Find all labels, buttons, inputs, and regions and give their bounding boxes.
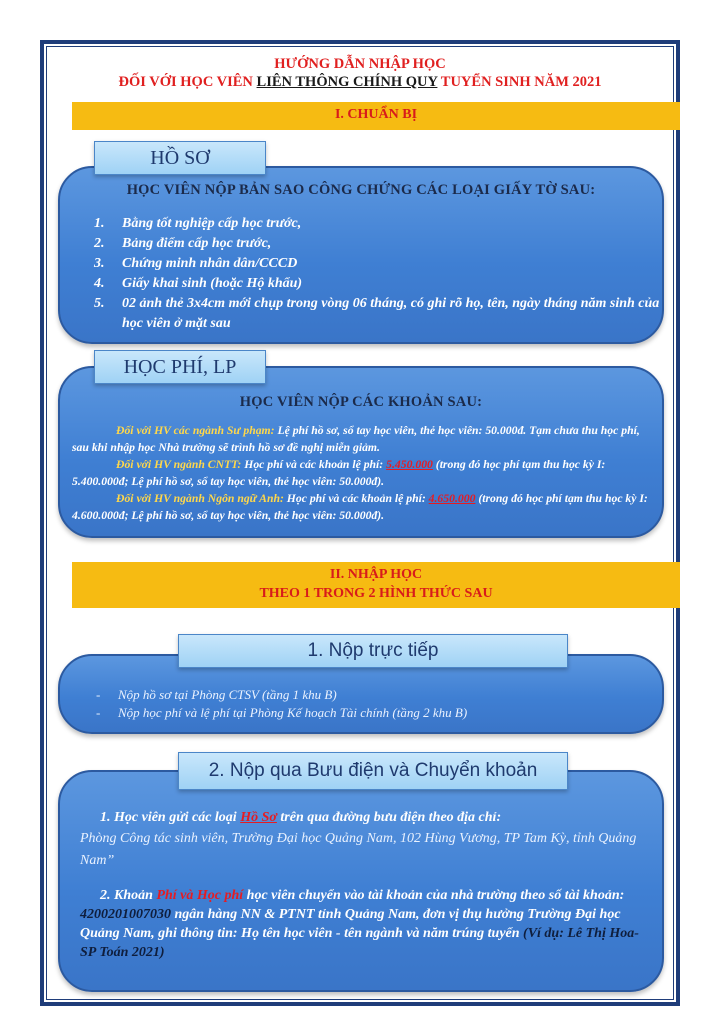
section-header-enroll: II. NHẬP HỌC THEO 1 TRONG 2 HÌNH THỨC SAU	[72, 562, 680, 608]
in-person-tab: 1. Nộp trực tiếp	[178, 634, 568, 668]
fees-panel	[58, 366, 664, 538]
fee-label-ngon-ngu-anh: Đối với HV ngành Ngôn ngữ Anh:	[116, 492, 284, 505]
list-item: 1. Bằng tốt nghiệp cấp học trước,	[94, 216, 302, 231]
post-transfer-tab: 2. Nộp qua Bưu điện và Chuyển khoản	[178, 752, 568, 790]
list-item: 4. Giấy khai sinh (hoặc Hộ khẩu)	[94, 276, 303, 291]
post-transfer-panel	[58, 770, 664, 992]
mail-address: Phòng Công tác sinh viên, Trường Đại học Quảng Nam, 102 Hùng Vương, TP Tam Kỳ, tỉnh Quảng Nam”	[80, 831, 637, 868]
ho-so-highlight: Hồ Sơ	[240, 810, 277, 825]
documents-heading: HỌC VIÊN NỘP BẢN SAO CÔNG CHỨNG CÁC LOẠI GIẤY TỜ SAU:	[126, 182, 596, 198]
fee-amount-ngon-ngu-anh: 4.650.000	[428, 492, 476, 505]
transfer-instructions: 2. Khoản Phí và Học phí học viên chuyển vào tài khoản của nhà trường theo số tài khoản: 4200201007030 ngân hàng NN & PTNT tỉnh Quảng Nam, đơn vị thụ hưởng Trường Đại học Quảng Nam, ghi thông tin: Họ tên học viên - tên ngành và năm trúng tuyển (Ví dụ: Lê Thị Hoa- SP Toán 2021)	[80, 888, 639, 960]
page-title: HƯỚNG DẪN NHẬP HỌC	[274, 56, 446, 72]
fees-details: Đối với HV các ngành Sư phạm: Lệ phí hồ sơ, sổ tay học viên, thẻ học viên: 50.000đ. Tạm chưa thu học phí, sau khi nhập học Nhà trường sẽ trình hồ sơ đề nghị miễn giảm. Đối với HV ngành CNTT: Học phí và các khoản lệ phí: 5.450.000 (trong đó học phí tạm thu học kỳ I: 5.400.000đ; Lệ phí hồ sơ, sổ tay học viên, thẻ học viên: 50.000đ). Đối với HV ngành Ngôn ngữ Anh: Học phí và các khoản lệ phí: 4.650.000 (trong đó học phí tạm thu học kỳ I: 4.600.000đ; Lệ phí hồ sơ, sổ tay học viên, thẻ học viên: 50.000đ).	[72, 424, 648, 522]
list-item: - Nộp học phí và lệ phí tại Phòng Kế hoạch Tài chính (tầng 2 khu B)	[96, 705, 468, 720]
account-number: 4200201007030	[80, 907, 171, 922]
fees-heading: HỌC VIÊN NỘP CÁC KHOẢN SAU:	[239, 394, 483, 410]
list-item: 5. 02 ảnh thẻ 3x4cm mới chụp trong vòng 06 tháng, có ghi rõ họ, tên, ngày tháng năm sinh của học viên ở mặt sau	[94, 296, 660, 331]
fee-amount-cntt: 5.450.000	[386, 458, 433, 471]
list-item: 2. Bảng điểm cấp học trước,	[94, 236, 272, 251]
documents-panel	[58, 166, 664, 344]
documents-tab: HỒ SƠ	[94, 141, 266, 175]
mail-instructions: 1. Học viên gửi các loại Hồ Sơ trên qua đường bưu điện theo địa chỉ: Phòng Công tác sinh viên, Trường Đại học Quảng Nam, 102 Hùng Vương, TP Tam Kỳ, tỉnh Quảng Nam”	[80, 808, 650, 872]
page-subtitle: ĐỐI VỚI HỌC VIÊN LIÊN THÔNG CHÍNH QUY TUYỂN SINH NĂM 2021	[118, 74, 602, 90]
fees-tab: HỌC PHÍ, LP	[94, 350, 266, 384]
fee-label-cntt: Đối với HV ngành CNTT:	[116, 458, 242, 471]
list-item: - Nộp hồ sơ tại Phòng CTSV (tầng 1 khu B)	[96, 687, 337, 702]
fee-highlight: Phí và Học phí	[156, 888, 244, 903]
in-person-list	[96, 686, 656, 722]
fee-label-su-pham: Đối với HV các ngành Sư phạm:	[116, 424, 275, 437]
section-header-prepare: I. CHUẨN BỊ	[72, 102, 680, 130]
list-item: 3. Chứng minh nhân dân/CCCD	[94, 256, 298, 271]
documents-list	[94, 214, 664, 334]
example-text: (Ví dụ: Lê Thị Hoa- SP Toán 2021)	[80, 926, 639, 960]
